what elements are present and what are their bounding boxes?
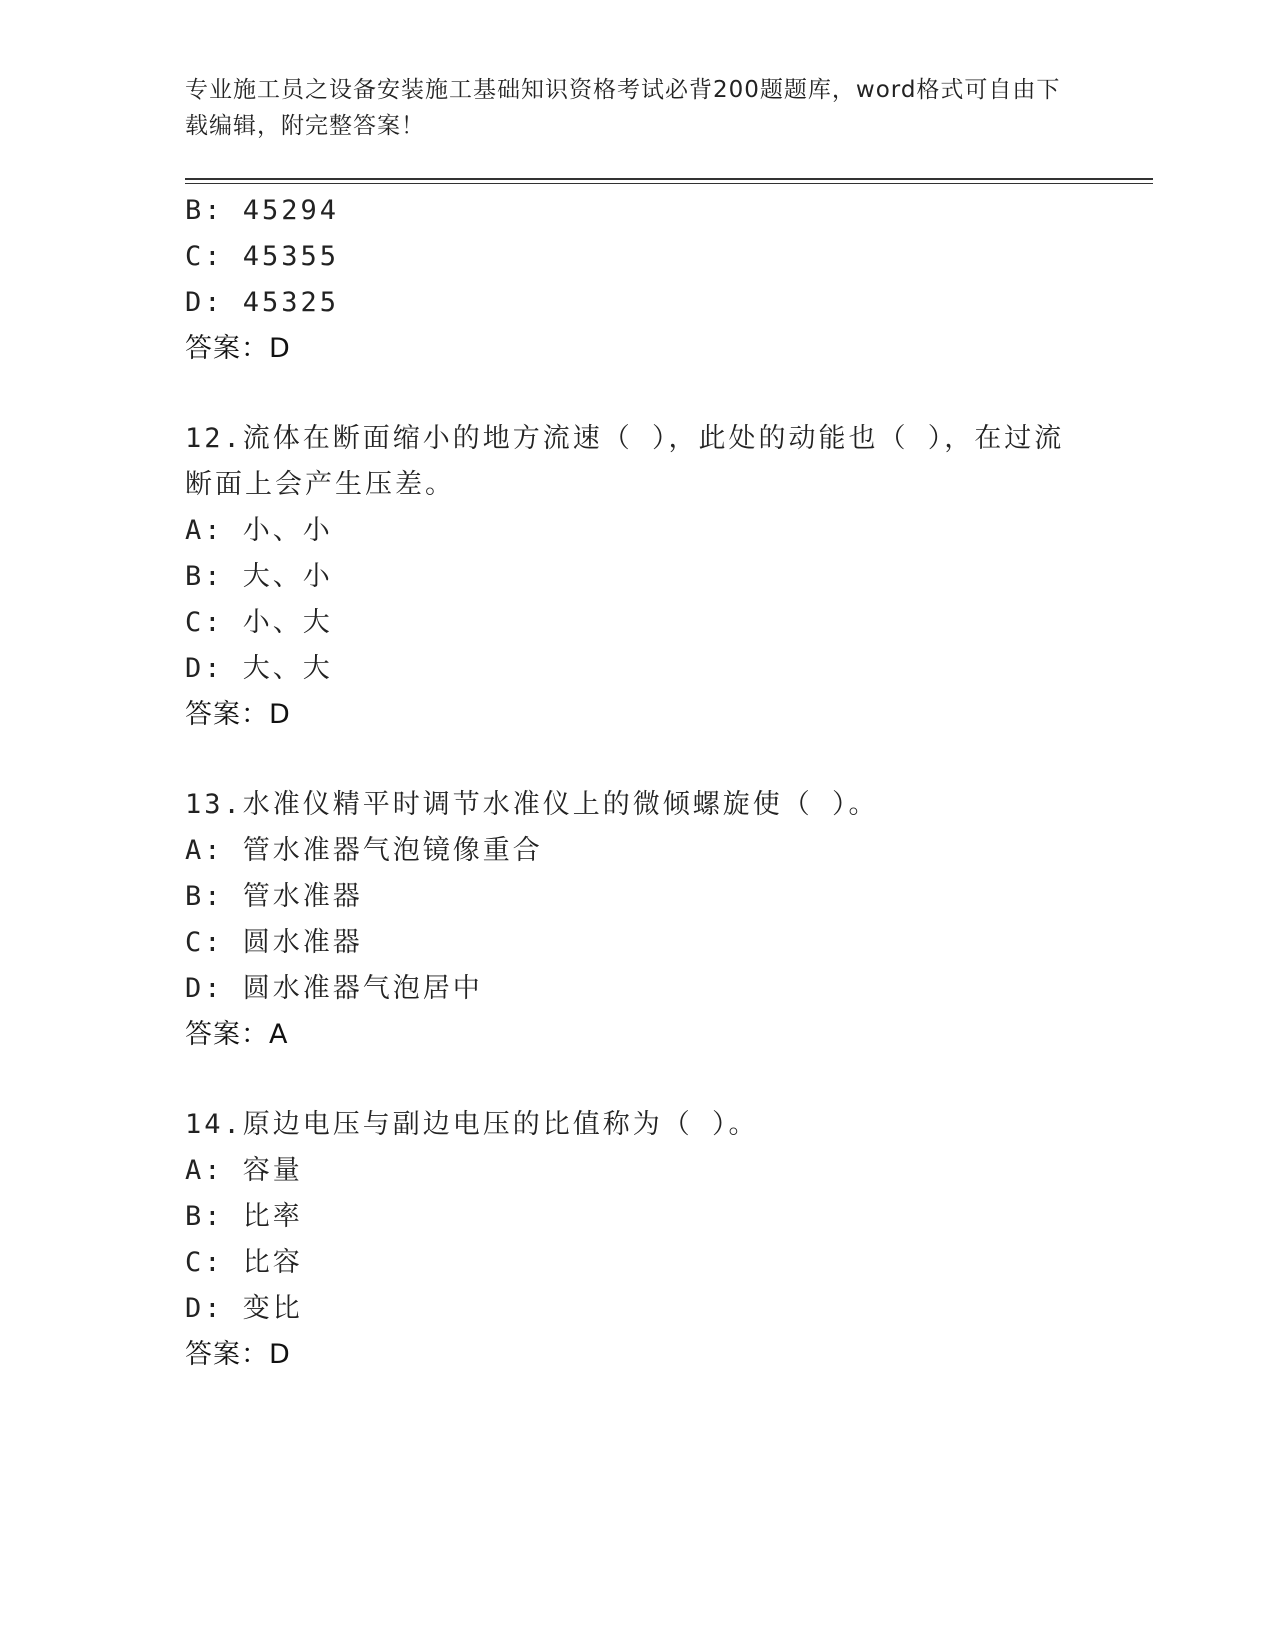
question-partial <box>185 188 1085 372</box>
option-b: B: 比率 <box>185 1201 303 1232</box>
option-c: C: 45355 <box>185 241 340 272</box>
answer-line: 答案：A <box>185 1019 289 1050</box>
option-b: B: 45294 <box>185 195 340 226</box>
option-d: D: 圆水准器气泡居中 <box>185 973 483 1004</box>
option-d: D: 大、大 <box>185 653 333 684</box>
option-d: D: 45325 <box>185 287 340 318</box>
answer-line: 答案：D <box>185 1339 291 1370</box>
question-list <box>185 188 1085 1378</box>
option-c: C: 小、大 <box>185 607 333 638</box>
header-divider <box>185 178 1153 180</box>
question-13 <box>185 782 1085 1058</box>
option-a: A: 小、小 <box>185 515 333 546</box>
option-c: C: 圆水准器 <box>185 927 363 958</box>
header-divider-thin <box>185 183 1153 184</box>
answer-line: 答案：D <box>185 333 291 364</box>
option-b: B: 管水准器 <box>185 881 363 912</box>
question-stem: 14.原边电压与副边电压的比值称为（ ）。 <box>185 1109 759 1140</box>
question-stem: 12.流体在断面缩小的地方流速（ ），此处的动能也（ ），在过流断面上会产生压差。 <box>185 423 1065 500</box>
option-a: A: 容量 <box>185 1155 303 1186</box>
question-14 <box>185 1102 1085 1378</box>
answer-line: 答案：D <box>185 699 291 730</box>
option-a: A: 管水准器气泡镜像重合 <box>185 835 543 866</box>
option-c: C: 比容 <box>185 1247 303 1278</box>
question-stem: 13.水准仪精平时调节水准仪上的微倾螺旋使（ ）。 <box>185 789 879 820</box>
option-d: D: 变比 <box>185 1293 303 1324</box>
question-12 <box>185 416 1085 738</box>
option-b: B: 大、小 <box>185 561 333 592</box>
document-header: 专业施工员之设备安装施工基础知识资格考试必背200题题库，word格式可自由下载编辑，附完整答案！ <box>185 77 1061 139</box>
